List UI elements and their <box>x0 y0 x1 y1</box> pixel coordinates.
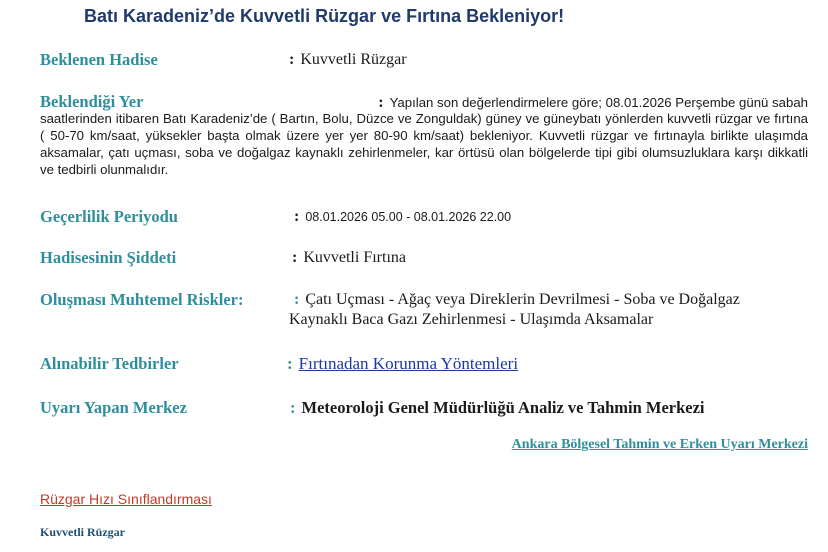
beklenen-hadise-label: Beklenen Hadise <box>40 50 158 69</box>
tedbirler-value-wrap <box>287 354 518 374</box>
colon: : <box>378 94 384 111</box>
siddet-value: Kuvvetli Fırtına <box>303 249 406 266</box>
merkez-value-wrap <box>290 398 705 418</box>
riskler-label: Oluşması Muhtemel Riskler: <box>40 290 244 309</box>
merkez-label: Uyarı Yapan Merkez <box>40 398 187 417</box>
kuvvetli-ruzgar-label: Kuvvetli Rüzgar <box>40 525 125 539</box>
riskler-line1-wrap <box>289 291 808 309</box>
riskler-line1: Çatı Uçması - Ağaç veya Direklerin Devrilmesi - Soba ve Doğalgaz <box>305 291 740 308</box>
colon: : <box>294 208 300 225</box>
colon: : <box>290 398 296 417</box>
tedbirler-label: Alınabilir Tedbirler <box>40 354 179 373</box>
siddet-value-wrap <box>292 249 406 267</box>
beklenen-hadise-value-wrap <box>289 51 407 69</box>
siddet-label: Hadisesinin Şiddeti <box>40 248 177 267</box>
beklenen-hadise-value: Kuvvetli Rüzgar <box>300 51 407 68</box>
ruzgar-hizi-link[interactable]: Rüzgar Hızı Sınıflandırması <box>40 491 212 507</box>
riskler-line2: Kaynaklı Baca Gazı Zehirlenmesi - Ulaşımda Aksamalar <box>289 311 654 328</box>
page-title: Batı Karadeniz’de Kuvvetli Rüzgar ve Fırtına Bekleniyor! <box>84 6 565 26</box>
ankara-merkez-link[interactable]: Ankara Bölgesel Tahmin ve Erken Uyarı Merkezi <box>511 437 808 452</box>
gecerlilik-periyodu-label: Geçerlilik Periyodu <box>40 207 178 226</box>
beklendigi-yer-label: Beklendiği Yer <box>40 92 144 111</box>
firtinadan-korunma-link[interactable]: Fırtınadan Korunma Yöntemleri <box>298 354 519 373</box>
colon: : <box>287 354 293 373</box>
riskler-value-wrap <box>289 291 808 329</box>
colon: : <box>292 249 298 266</box>
beklendigi-yer-first-text: Yapılan son değerlendirmelere göre; 08.01.2026 Perşembe günü sabah <box>389 95 808 110</box>
colon: : <box>294 291 300 308</box>
beklendigi-yer-paragraph: saatlerinden itibaren Batı Karadeniz’de ( Bartın, Bolu, Düzce ve Zonguldak) güney ve güneybatı yönlerden kuvvetli rüzgar ve fırtına ( 50-70 km/saat, yüksekler başta olmak üzere yer yer 80-90 km/saat) bekleniyor. Kuvvetli rüzgar ve fırtınayla birlikte ulaşımda aksamalar, çatı uçması, soba ve doğalgaz kaynaklı zehirlenmeler, kar örtüsü olan bölgelerde tipi gibi olumsuzluklara karşı dikkatli ve tedbirli olunmalıdır. <box>40 111 808 177</box>
gecerlilik-value-wrap <box>294 208 511 226</box>
colon: : <box>289 51 295 68</box>
merkez-value: Meteoroloji Genel Müdürlüğü Analiz ve Tahmin Merkezi <box>301 398 705 417</box>
gecerlilik-value: 08.01.2026 05.00 - 08.01.2026 22.00 <box>305 210 512 224</box>
